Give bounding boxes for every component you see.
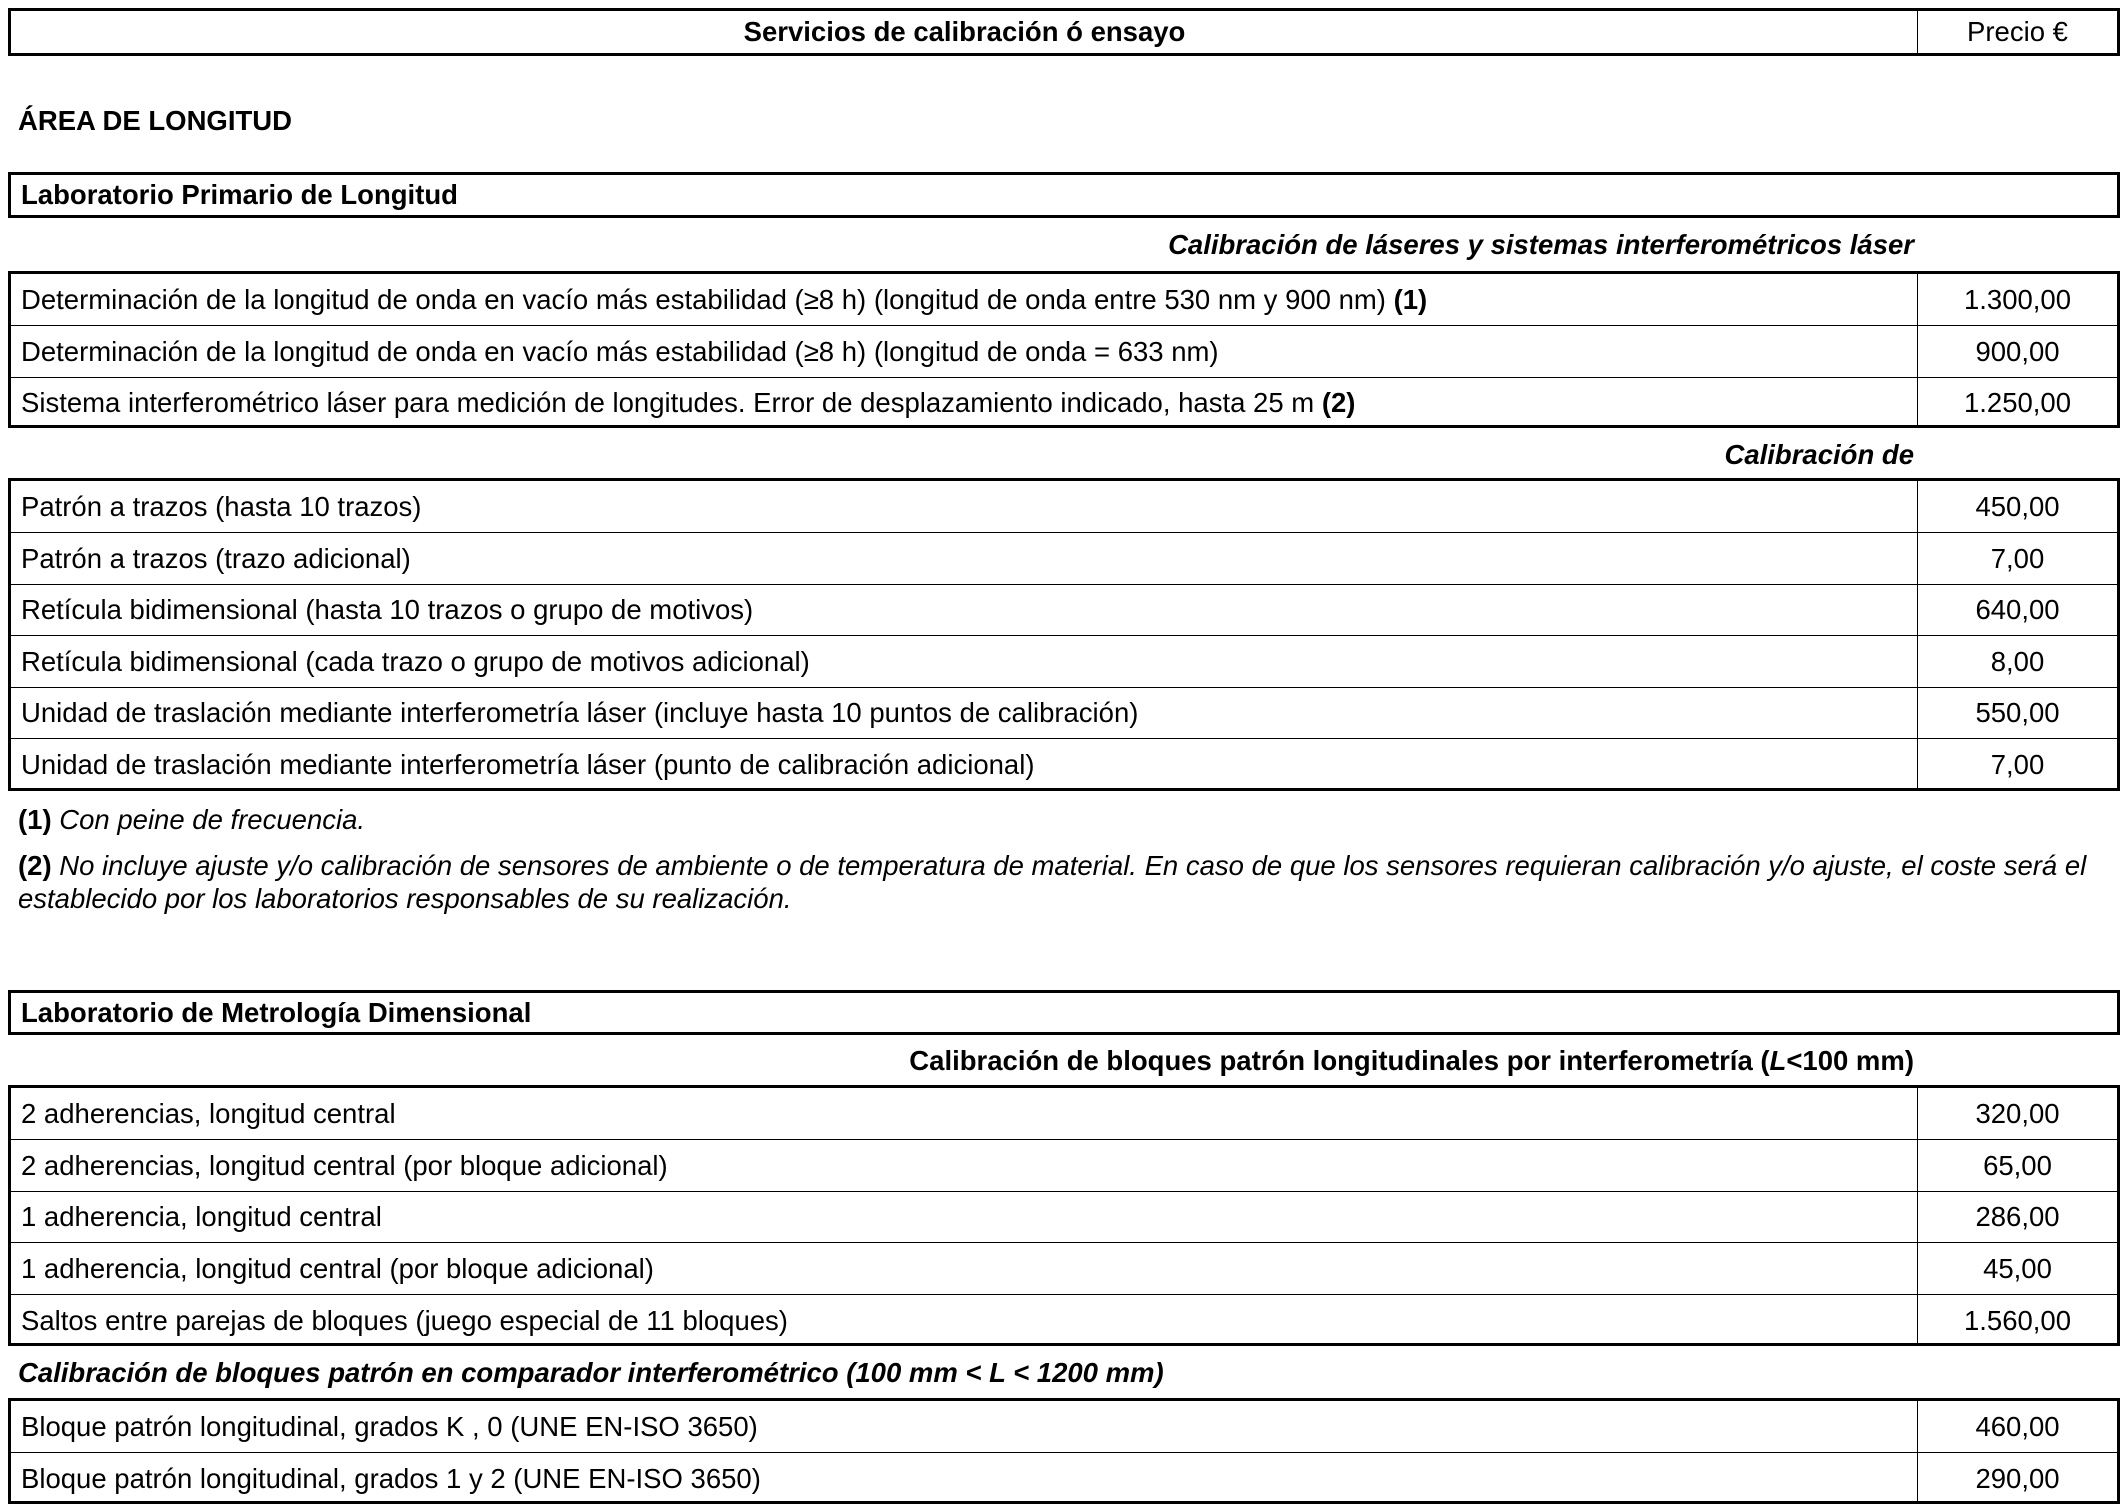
row-description-text: Determinación de la longitud de onda en vacío más estabilidad (≥8 h) (longitud de onda = 633 nm) — [21, 335, 1219, 367]
subtitle-variable: L — [1769, 1045, 1787, 1076]
lab1-section2-table — [8, 478, 2120, 791]
footnote-ref: (2) — [1321, 387, 1356, 418]
row-description — [21, 533, 1907, 584]
table-row — [11, 635, 2117, 687]
row-description — [21, 481, 1907, 532]
lab2-section1-table — [8, 1085, 2120, 1346]
row-price: 286,00 — [1975, 1201, 2060, 1232]
table-row — [11, 1294, 2117, 1346]
row-description — [21, 1192, 1907, 1242]
footnote-ref: (1) — [1393, 283, 1428, 315]
lab2-title: Laboratorio de Metrología Dimensional — [21, 996, 532, 1028]
table-row — [11, 1242, 2117, 1294]
row-description — [21, 1140, 1907, 1191]
footnote-marker: (2) — [18, 850, 52, 881]
row-price-cell — [1917, 274, 2117, 325]
row-price-cell — [1917, 326, 2117, 377]
row-description-text: 2 adherencias, longitud central — [21, 1097, 396, 1129]
row-description — [21, 1453, 1907, 1504]
row-description — [21, 1295, 1907, 1346]
row-price: 320,00 — [1975, 1097, 2060, 1129]
table-row — [11, 738, 2117, 791]
footnote-2 — [18, 849, 2096, 915]
row-description-text: 2 adherencias, longitud central (por bloque adicional) — [21, 1149, 668, 1181]
row-price-cell — [1917, 533, 2117, 584]
table-row — [11, 377, 2117, 428]
price-column-header: Precio € — [1967, 16, 2068, 47]
table-row — [11, 325, 2117, 377]
row-price-cell — [1917, 481, 2117, 532]
area-title: ÁREA DE LONGITUD — [18, 105, 292, 136]
row-description — [21, 378, 1907, 428]
row-description-text: Sistema interferométrico láser para medición de longitudes. Error de desplazamiento indicado, hasta 25 m — [21, 387, 1315, 418]
table-row — [11, 481, 2117, 532]
price-column-header-cell — [1917, 11, 2117, 53]
service-column-header: Servicios de calibración ó ensayo — [743, 16, 1186, 47]
table-header — [8, 8, 2120, 56]
lab2-section1-subtitle — [909, 1045, 1914, 1077]
subtitle-text: <100 mm) — [1786, 1045, 1914, 1076]
lab1-title-box — [8, 172, 2120, 218]
row-price: 290,00 — [1975, 1462, 2060, 1494]
row-price: 550,00 — [1975, 697, 2060, 728]
footnote-1 — [18, 803, 2096, 836]
row-price: 640,00 — [1975, 594, 2060, 625]
row-description — [21, 585, 1907, 635]
table-row — [11, 1452, 2117, 1504]
row-price: 7,00 — [1990, 542, 2045, 574]
row-price-cell — [1917, 1140, 2117, 1191]
row-description-text: Unidad de traslación mediante interferometría láser (punto de calibración adicional) — [21, 749, 1035, 780]
row-description-text: Unidad de traslación mediante interferometría láser (incluye hasta 10 puntos de calibración) — [21, 697, 1139, 728]
row-price: 1.250,00 — [1963, 387, 2072, 418]
row-description — [21, 688, 1907, 738]
row-price: 900,00 — [1975, 335, 2060, 367]
row-description — [21, 1401, 1907, 1452]
row-description-text: Patrón a trazos (trazo adicional) — [21, 542, 411, 574]
row-price-cell — [1917, 585, 2117, 635]
row-price-cell — [1917, 1295, 2117, 1346]
table-row — [11, 1088, 2117, 1139]
row-price-cell — [1917, 636, 2117, 687]
lab2-title-box — [8, 990, 2120, 1035]
lab1-section1-table — [8, 271, 2120, 428]
row-price: 1.560,00 — [1963, 1304, 2072, 1336]
table-row — [11, 1139, 2117, 1191]
row-price: 7,00 — [1990, 749, 2045, 780]
row-price: 460,00 — [1975, 1410, 2060, 1442]
row-description-text: 1 adherencia, longitud central (por bloque adicional) — [21, 1252, 654, 1284]
lab2-section2-table — [8, 1398, 2120, 1504]
row-price-cell — [1917, 688, 2117, 738]
row-price-cell — [1917, 378, 2117, 428]
row-description-text: Retícula bidimensional (cada trazo o grupo de motivos adicional) — [21, 645, 810, 677]
table-row — [11, 532, 2117, 584]
lab1-section2-subtitle: Calibración de — [1724, 439, 1914, 470]
row-description — [21, 326, 1907, 377]
row-description-text: Patrón a trazos (hasta 10 trazos) — [21, 490, 422, 522]
row-description-text: Bloque patrón longitudinal, grados 1 y 2 (UNE EN-ISO 3650) — [21, 1462, 761, 1494]
row-price: 8,00 — [1990, 645, 2045, 677]
footnote-marker: (1) — [18, 804, 52, 835]
row-price-cell — [1917, 1453, 2117, 1504]
row-description-text: Saltos entre parejas de bloques (juego especial de 11 bloques) — [21, 1304, 788, 1336]
footnote-text: No incluye ajuste y/o calibración de sensores de ambiente o de temperatura de material. En caso de que los sensores requieran calibración y/o ajuste, el coste será el establecido por los laboratorios responsables de su realización. — [18, 850, 2087, 914]
row-description — [21, 636, 1907, 687]
table-row — [11, 274, 2117, 325]
lab1-title: Laboratorio Primario de Longitud — [21, 179, 458, 210]
row-price-cell — [1917, 1243, 2117, 1294]
row-price: 1.300,00 — [1963, 283, 2072, 315]
row-price-cell — [1917, 1401, 2117, 1452]
row-description — [21, 739, 1907, 791]
row-description-text: Determinación de la longitud de onda en vacío más estabilidad (≥8 h) (longitud de onda entre 530 nm y 900 nm) — [21, 283, 1386, 315]
row-description-text: 1 adherencia, longitud central — [21, 1201, 382, 1232]
row-description — [21, 1088, 1907, 1139]
lab2-section2-subtitle: Calibración de bloques patrón en comparador interferométrico (100 mm < L < 1200 mm) — [18, 1357, 1164, 1388]
lab1-section1-subtitle: Calibración de láseres y sistemas interferométricos láser — [1168, 229, 1914, 260]
row-description-text: Bloque patrón longitudinal, grados K , 0 (UNE EN-ISO 3650) — [21, 1410, 758, 1442]
row-price-cell — [1917, 1088, 2117, 1139]
subtitle-text: Calibración de bloques patrón longitudinales por interferometría ( — [909, 1045, 1770, 1076]
row-price: 45,00 — [1983, 1252, 2052, 1284]
row-price-cell — [1917, 739, 2117, 791]
table-row — [11, 1191, 2117, 1242]
table-row — [11, 687, 2117, 738]
footnote-text: Con peine de frecuencia. — [59, 804, 366, 835]
row-price: 65,00 — [1983, 1149, 2052, 1181]
row-price: 450,00 — [1975, 490, 2060, 522]
row-price-cell — [1917, 1192, 2117, 1242]
row-description-text: Retícula bidimensional (hasta 10 trazos o grupo de motivos) — [21, 594, 754, 625]
table-row — [11, 1401, 2117, 1452]
row-description — [21, 1243, 1907, 1294]
row-description — [21, 274, 1907, 325]
table-row — [11, 584, 2117, 635]
